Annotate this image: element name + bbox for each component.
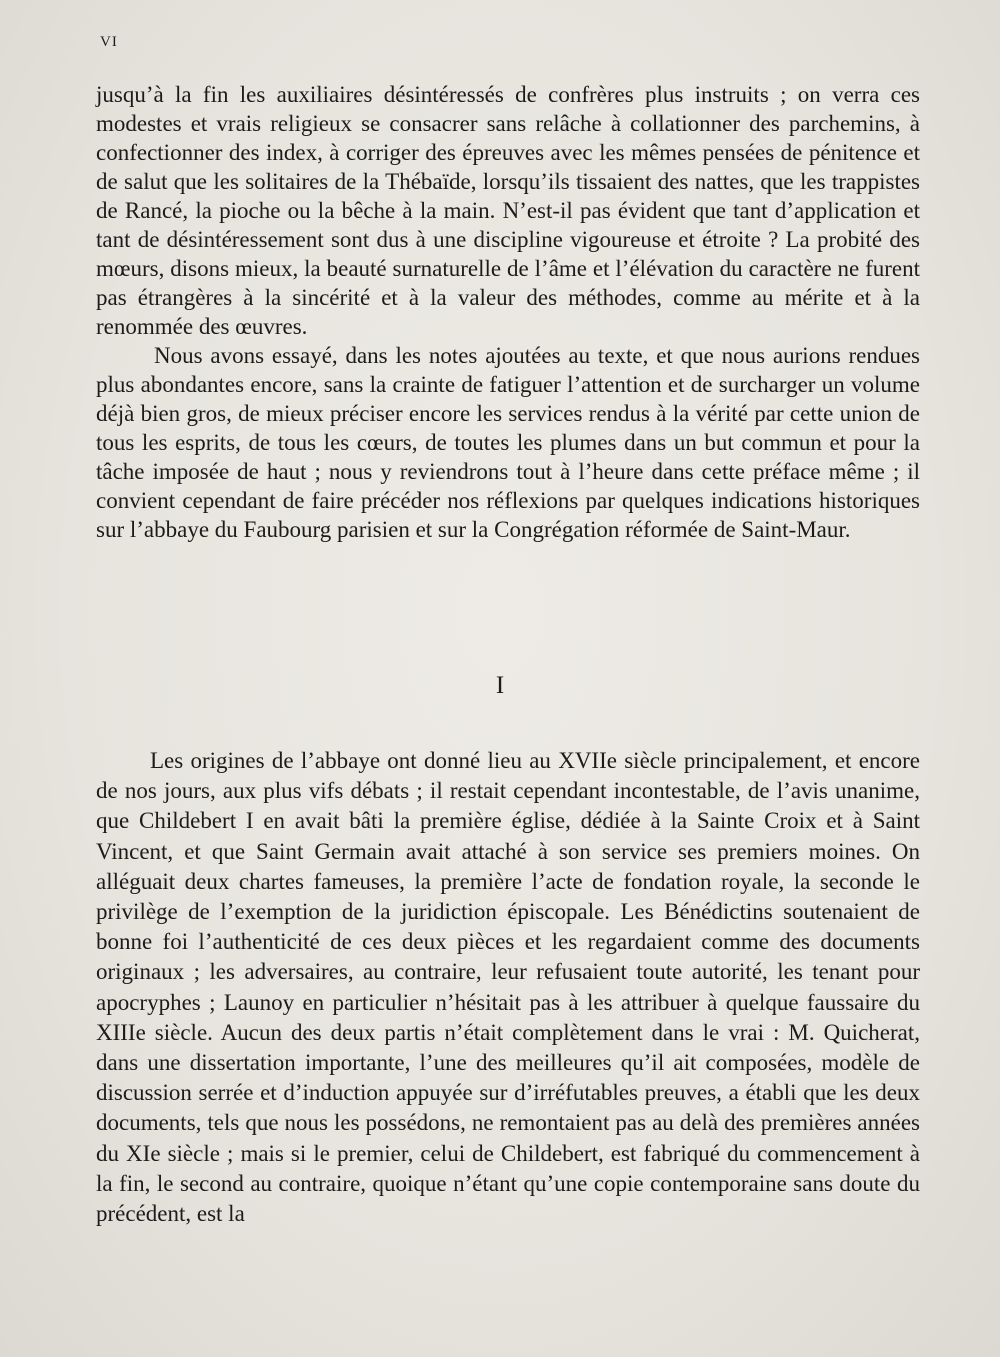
preface-text-section-one (96, 746, 920, 1229)
paragraph-notes: Nous avons essayé, dans les notes ajoutées au texte, et que nous aurions rendues plus abondantes encore, sans la crainte de fatiguer l’attention et de surcharger un volume déjà bien gros, de mieux préciser encore les services rendus à la vérité par cette union de tous les esprits, de tous les cœurs, de toutes les plumes dans un but commun et pour la tâche imposée de haut ; nous y reviendrons tout à l’heure dans cette préface même ; il convient cependant de faire précéder nos réflexions par quelques indications historiques sur l’abbaye du Faubourg parisien et sur la Congrégation réformée de Saint-Maur. (96, 343, 920, 542)
section-heading: I (495, 672, 505, 699)
preface-text-top (96, 80, 920, 544)
paragraph-continued: jusqu’à la fin les auxiliaires désintéressés de confrères plus instruits ; on verra ces modestes et vrais religieux se consacrer sans relâche à collationner des parchemins, à confectionner des index, à corriger des épreuves avec les mêmes pensées de pénitence et de salut que les solitaires de la Thébaïde, lorsqu’ils tissaient des nattes, que les trappistes de Rancé, la pioche ou la bêche à la main. N’est-il pas évident que tant d’application et tant de désintéressement sont dus à une discipline vigoureuse et étroite ? La probité des mœurs, disons mieux, la beauté surnaturelle de l’âme et l’élévation du caractère ne furent pas étrangères à la sincérité et à la valeur des méthodes, comme au mérite et à la renommée des œuvres. (96, 82, 920, 339)
page-number: VI (100, 34, 118, 50)
paragraph-origins: Les origines de l’abbaye ont donné lieu au XVIIe siècle principalement, et encore de nos jours, aux plus vifs débats ; il restait cependant incontestable, de l’avis unanime, que Childebert I en avait bâti la première église, dédiée à la Sainte Croix et à Saint Vincent, et que Saint Germain avait attaché à son service ses premiers moines. On alléguait deux chartes fameuses, la première l’acte de fondation royale, la seconde le privilège de l’exemption de la juridiction épiscopale. Les Bénédictins soutenaient de bonne foi l’authenticité de ces deux pièces et les regardaient comme des documents originaux ; les adversaires, au contraire, leur refusaient toute autorité, les tenant pour apocryphes ; Launoy en particulier n’hésitait pas à les attribuer à quelque faussaire du XIIIe siècle. Aucun des deux partis n’était complètement dans le vrai : M. Quicherat, dans une dissertation importante, l’une des meilleures qu’il ait composées, modèle de discussion serrée et d’induction appuyée sur d’irréfutables preuves, a établi que les deux documents, tels que nous les possédons, ne remontaient pas au delà des premières années du XIe siècle ; mais si le premier, celui de Childebert, est fabriqué du commencement à la fin, le second au contraire, quoique n’étant qu’une copie contemporaine sans doute du précédent, est la (96, 748, 920, 1227)
